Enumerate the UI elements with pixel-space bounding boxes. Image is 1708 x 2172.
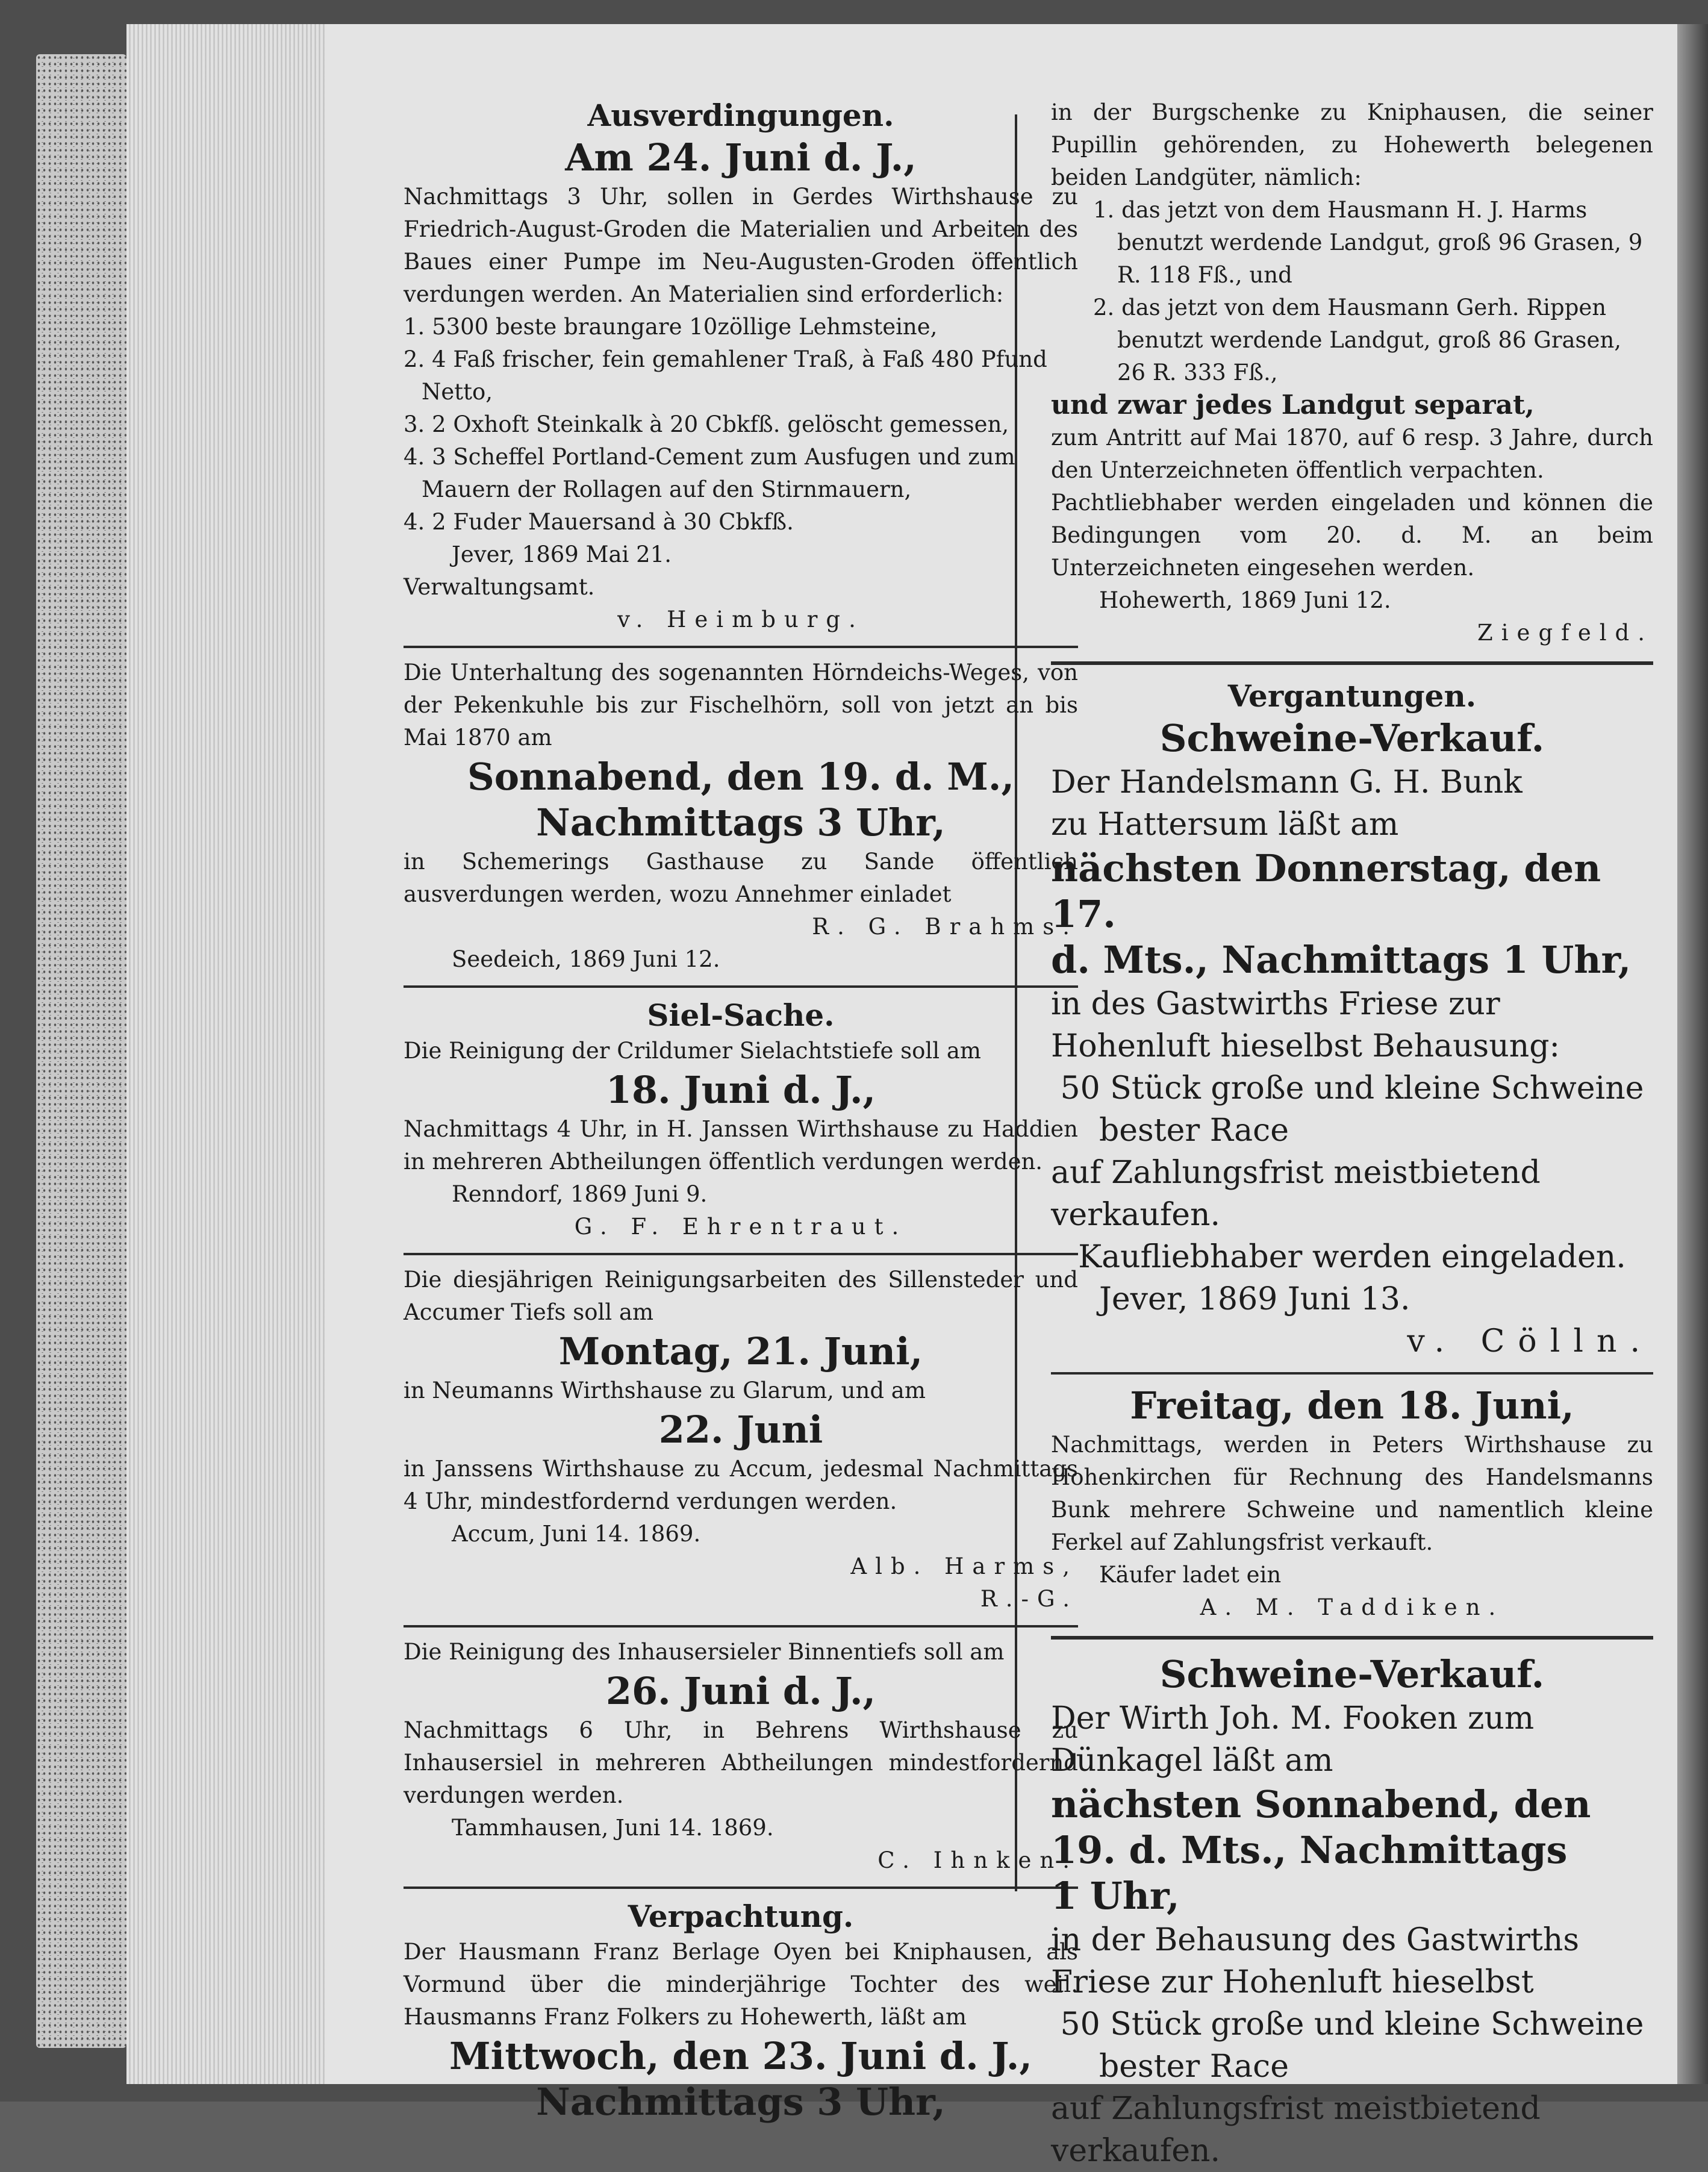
place-date: Accum, Juni 14. 1869. [452, 1521, 701, 1547]
ad-hoerndeichsweg [404, 657, 1078, 976]
signature: Ziegfeld. [1477, 620, 1653, 646]
list-item: 4. 3 Scheffel Portland-Cement zum Ausfugen und zum Mauern der Rollagen auf den Stirnmauern, [404, 444, 1015, 502]
ad-text: Der Hausmann Franz Berlage Oyen bei Kniphausen, als Vormund über die minderjährige Tochter des weil. Hausmanns Franz Folkers zu Hohewerth, läßt am [404, 1939, 1078, 2030]
ad-text: in Schemerings Gasthause zu Sande öffentlich ausverdungen werden, wozu Annehmer einladet [404, 849, 1078, 907]
ad-date: 26. Juni d. J., [605, 1669, 876, 1713]
section-heading: Vergantungen. [1227, 678, 1477, 714]
ad-text: in der Burgschenke zu Kniphausen, die seiner Pupillin gehörenden, zu Hohewerth belegenen beiden Landgüter, nämlich: [1051, 99, 1653, 190]
ad-text: in Janssens Wirthshause zu Accum, jedesmal Nachmittags 4 Uhr, mindestfordernd verdungen werden. [404, 1456, 1078, 1514]
office: Verwaltungsamt. [404, 574, 595, 600]
ad-date: Freitag, den 18. Juni, [1130, 1384, 1574, 1428]
ad-line: bester Race [1099, 2049, 1289, 2085]
ad-inhausersiel [404, 1636, 1078, 1877]
ad-time: Nachmittags 3 Uhr, [536, 2080, 946, 2124]
list-item: 2. das jetzt von dem Hausmann Gerh. Rippen benutzt werdende Landgut, groß 86 Grasen, 26 R. 333 Fß., [1093, 295, 1622, 385]
left-column [404, 96, 1078, 2125]
ad-ferkel-verkauf [1051, 1383, 1653, 1624]
ad-verpachtung [404, 1897, 1078, 2125]
list-item: 2. 4 Faß frischer, fein gemahlener Traß, à Faß 480 Pfund Netto, [404, 346, 1047, 405]
ad-date: nächsten Donnerstag, den 17. [1051, 846, 1601, 936]
list-item: 1. 5300 beste braungare 10zöllige Lehmsteine, [404, 314, 938, 340]
ad-line: Der Wirth Joh. M. Fooken zum [1051, 1700, 1535, 1737]
ad-date: 18. Juni d. J., [605, 1068, 876, 1112]
place-date: Jever, 1869 Mai 21. [452, 541, 672, 567]
ad-heading: Schweine-Verkauf. [1159, 1652, 1545, 1696]
ad-accumer-tief [404, 1264, 1078, 1615]
ad-text: Die Reinigung der Crildumer Sielachtstiefe soll am [404, 1038, 982, 1064]
divider [404, 985, 1078, 988]
ad-heading: Siel-Sache. [647, 997, 835, 1033]
ad-text: Nachmittags 3 Uhr, sollen in Gerdes Wirthshause zu Friedrich-August-Groden die Materialien und Arbeiten des Baues einer Pumpe im Neu-Augusten-Groden öffentlich verdungen werden. An Materialien sind erforderlich: [404, 184, 1078, 307]
page-stack [126, 24, 325, 2084]
ad-line: in der Behausung des Gastwirths Friese zur Hohenluft hieselbst [1051, 1922, 1580, 2000]
ad-date: Am 24. Juni d. J., [565, 136, 917, 179]
ad-text: Pachtliebhaber werden eingeladen und können die Bedingungen vom 20. d. M. an beim Unterzeichneten eingesehen werden. [1051, 490, 1653, 581]
ad-text: Nachmittags, werden in Peters Wirthshause zu Hohenkirchen für Rechnung des Handelsmanns Bunk mehrere Schweine und namentlich kleine Ferkel auf Zahlungsfrist verkauft. [1051, 1432, 1653, 1555]
ad-date: Sonnabend, den 19. d. M., [467, 755, 1015, 799]
ad-heading: Ausverdingungen. [587, 98, 894, 133]
ad-heading: Verpachtung. [628, 1899, 854, 1934]
divider [404, 646, 1078, 648]
ad-date: Mittwoch, den 23. Juni d. J., [449, 2034, 1032, 2078]
ad-time: d. Mts., Nachmittags 1 Uhr, [1051, 938, 1632, 982]
signature: v. Heimburg. [617, 607, 864, 632]
ad-verpachtung-cont [1051, 96, 1653, 649]
ad-text: Nachmittags 4 Uhr, in H. Janssen Wirthshause zu Haddien in mehreren Abtheilungen öffentlich verdungen werden. [404, 1116, 1078, 1175]
divider [1051, 1636, 1653, 1640]
ad-line: Kaufliebhaber werden eingeladen. [1078, 1239, 1626, 1275]
place-date: Hohewerth, 1869 Juni 12. [1099, 587, 1391, 613]
list-item: 1. das jetzt von dem Hausmann H. J. Harms benutzt werdende Landgut, groß 96 Grasen, 9 R. 118 Fß., und [1093, 197, 1643, 288]
ad-siel-sache [404, 996, 1078, 1243]
list-item: 4. 2 Fuder Mauersand à 30 Cbkfß. [404, 509, 794, 535]
signature: v. Cölln. [1407, 1323, 1653, 1359]
ad-date: nächsten Sonnabend, den [1051, 1782, 1591, 1826]
ad-line: in des Gastwirths Friese zur Hohenluft hieselbst Behausung: [1051, 986, 1560, 1064]
ad-date: 22. Juni [658, 1408, 823, 1452]
place-date: Seedeich, 1869 Juni 12. [452, 946, 720, 972]
signature: R. G. Brahms. [812, 914, 1078, 940]
ad-line: Dünkagel läßt am [1051, 1743, 1333, 1779]
ad-text: Nachmittags 6 Uhr, in Behrens Wirthshause zu Inhausersiel in mehreren Abtheilungen mindestfordernd verdungen werden. [404, 1717, 1078, 1808]
ad-ausverdingungen [404, 96, 1078, 636]
book-fore-edge [36, 54, 126, 2048]
ad-line: Der Handelsmann G. H. Bunk [1051, 764, 1523, 800]
ad-line: bester Race [1099, 1113, 1289, 1149]
divider [404, 1253, 1078, 1255]
ad-time: 19. d. Mts., Nachmittags [1051, 1828, 1568, 1872]
ad-heading: Schweine-Verkauf. [1159, 716, 1545, 760]
ad-date: Montag, 21. Juni, [558, 1329, 923, 1373]
ad-line: 50 Stück große und kleine Schweine [1060, 2006, 1644, 2042]
ad-schweine-verkauf-1 [1051, 677, 1653, 1362]
ad-line: 50 Stück große und kleine Schweine [1060, 1070, 1644, 1106]
signature: G. F. Ehrentraut. [574, 1214, 908, 1240]
ad-text: Käufer ladet ein [1099, 1562, 1282, 1588]
ad-emphasis: und zwar jedes Landgut separat, [1051, 390, 1535, 420]
ad-time: Nachmittags 3 Uhr, [536, 800, 946, 844]
place-date: Renndorf, 1869 Juni 9. [452, 1181, 708, 1207]
signature: C. Ihnken. [877, 1847, 1078, 1873]
gutter-shadow [1677, 24, 1708, 2084]
divider [1051, 1372, 1653, 1375]
ad-line: auf Zahlungsfrist meistbietend verkaufen. [1051, 1155, 1541, 1233]
ad-time: 1 Uhr, [1051, 1874, 1180, 1918]
ad-line: zu Hattersum läßt am [1051, 807, 1399, 843]
signature-title: R.-G. [980, 1586, 1078, 1612]
place-date: Jever, 1869 Juni 13. [1099, 1281, 1410, 1317]
signature: Alb. Harms, [850, 1553, 1078, 1579]
ad-line: auf Zahlungsfrist meistbietend verkaufen. [1051, 2091, 1541, 2169]
ad-text: zum Antritt auf Mai 1870, auf 6 resp. 3 Jahre, durch den Unterzeichneten öffentlich verpachten. [1051, 425, 1653, 483]
ad-schweine-verkauf-2 [1051, 1652, 1653, 2172]
divider [404, 1886, 1078, 1889]
divider [1051, 661, 1653, 665]
ad-text: Die Unterhaltung des sogenannten Hörndeichs-Weges, von der Pekenkuhle bis zur Fischelhörn, soll von jetzt an bis Mai 1870 am [404, 660, 1078, 751]
newspaper-page [325, 24, 1677, 2169]
divider [404, 1625, 1078, 1627]
ad-text: Die Reinigung des Inhausersieler Binnentiefs soll am [404, 1639, 1005, 1665]
list-item: 3. 2 Oxhoft Steinkalk à 20 Cbkfß. gelöscht gemessen, [404, 411, 1009, 437]
right-column [1051, 96, 1653, 2172]
place-date: Tammhausen, Juni 14. 1869. [452, 1815, 774, 1841]
ad-text: Die diesjährigen Reinigungsarbeiten des Sillensteder und Accumer Tiefs soll am [404, 1267, 1078, 1325]
signature: A. M. Taddiken. [1200, 1594, 1504, 1620]
ad-text: in Neumanns Wirthshause zu Glarum, und am [404, 1378, 926, 1403]
